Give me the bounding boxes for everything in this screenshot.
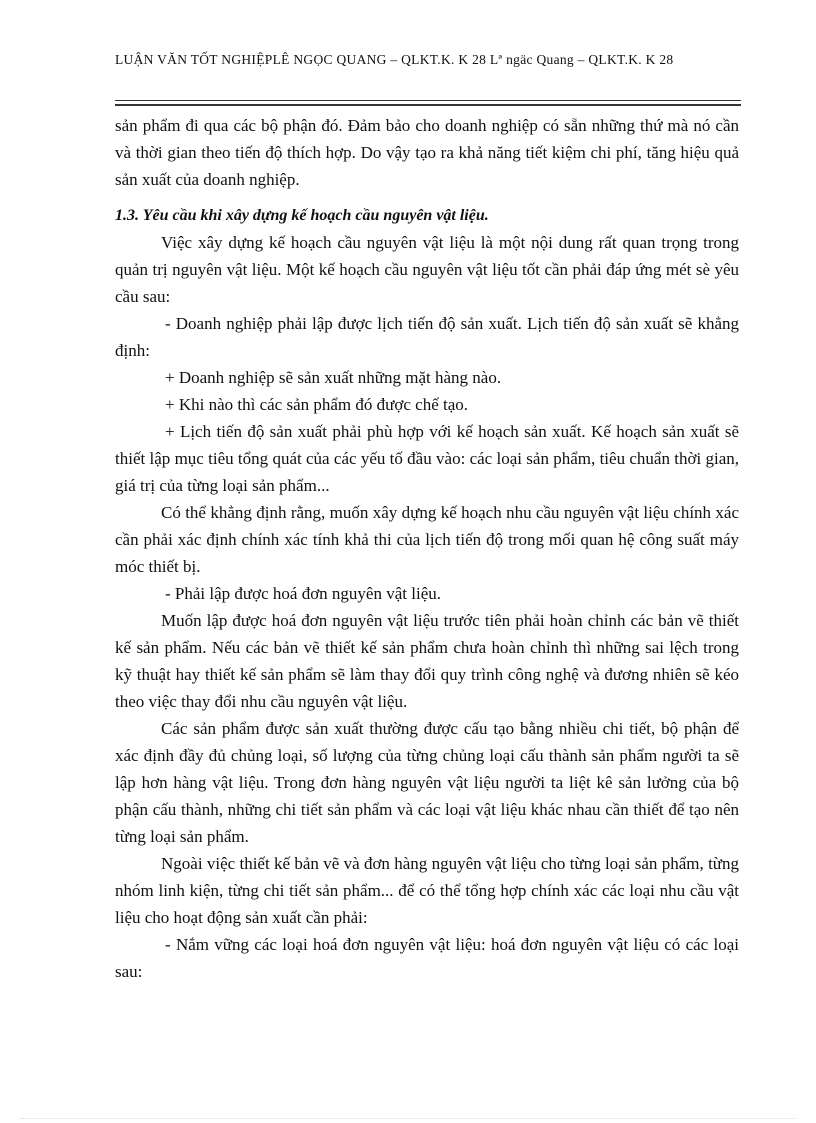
paragraph-8: Muốn lập được hoá đơn nguyên vật liệu trước tiên phải hoàn chỉnh các bản vẽ thiết kế sản phẩm. Nếu các bản vẽ thiết kế sản phẩm chưa hoàn chỉnh thì những sai lệch trong kỹ thuật hay thiết kế sản phẩm sẽ làm thay đổi quy trình công nghệ và đương nhiên sẽ kéo theo việc thay đổi nhu cầu nguyên vật liệu. [115,611,739,711]
paragraph-1: Việc xây dựng kế hoạch cầu nguyên vật liệu là một nội dung rất quan trọng trong quản trị nguyên vật liệu. Một kế hoạch cầu nguyên vật liệu tốt cần phải đáp ứng mét sè yêu cầu sau: [115,233,739,306]
paragraph-2: - Doanh nghiệp phải lập được lịch tiến độ sản xuất. Lịch tiến độ sản xuất sẽ khẳng định: [115,314,739,360]
page-header: LUẬN VĂN TỐT NGHIỆPLÊ NGỌC QUANG – QLKT.K. K 28 Lª ngäc Quang – QLKT.K. K 28 [115,52,674,67]
document-body [115,112,739,985]
paragraph-11: - Nắm vững các loại hoá đơn nguyên vật liệu: hoá đơn nguyên vật liệu có các loại sau: [115,935,739,981]
paragraph-9: Các sản phẩm được sản xuất thường được cấu tạo bằng nhiều chi tiết, bộ phận để xác định đầy đủ chủng loại, số lượng của từng chủng loại cấu thành sản phẩm người ta sẽ lập hơn hàng vật liệu. Trong đơn hàng nguyên vật liệu người ta liệt kê sản lưởng của bộ phận cấu thành, những chi tiết sản phẩm và các loại vật liệu khác nhau cần thiết để tạo nên từng loại sản phẩm. [115,719,739,846]
page-bottom-border [20,1118,796,1119]
paragraph-5: + Lịch tiến độ sản xuất phải phù hợp với kế hoạch sản xuất. Kế hoạch sản xuất sẽ thiết lập mục tiêu tổng quát của các yếu tố đầu vào: các loại sản phẩm, tiêu chuẩn thời gian, giá trị của từng loại sản phẩm... [115,422,739,495]
paragraph-3: + Doanh nghiệp sẽ sản xuất những mặt hàng nào. [165,368,502,387]
paragraph-10: Ngoài việc thiết kế bản vẽ và đơn hàng nguyên vật liệu cho từng loại sản phẩm, từng nhóm linh kiện, từng chi tiết sản phẩm... để có thể tổng hợp chính xác các loại nhu cầu vật liệu cho hoạt động sản xuất cần phải: [115,854,739,927]
intro-paragraph: sản phẩm đi qua các bộ phận đó. Đảm bảo cho doanh nghiệp có sẵn những thứ mà nó cần và thời gian theo tiến độ thích hợp. Do vậy tạo ra khả năng tiết kiệm chi phí, tăng hiệu quả sản xuất của doanh nghiệp. [115,116,739,189]
paragraph-7: - Phải lập được hoá đơn nguyên vật liệu. [165,584,441,603]
header-rule-thin [115,100,741,101]
header-rule-thick [115,104,741,106]
section-heading: 1.3. Yêu cầu khi xây dựng kế hoạch cầu nguyên vật liệu. [115,207,489,224]
paragraph-4: + Khi nào thì các sản phẩm đó được chế tạo. [165,395,469,414]
paragraph-6: Có thể khẳng định rằng, muốn xây dựng kế hoạch nhu cầu nguyên vật liệu chính xác cần phải xác định chính xác tính khả thi của lịch tiến độ trong mối quan hệ công suất máy móc thiết bị. [115,503,739,576]
